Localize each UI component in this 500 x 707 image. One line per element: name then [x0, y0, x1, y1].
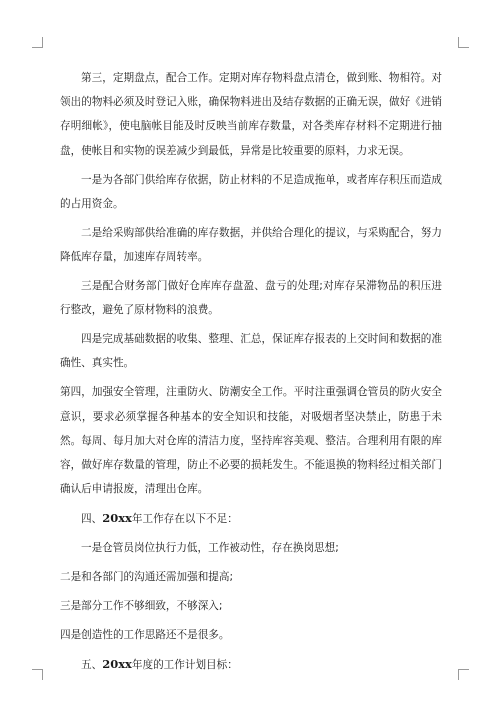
paragraph-item-one: 一是为各部门供给库存依据，防止材料的不足造成拖单，或者库存积压而造成的占用资金。	[60, 173, 442, 210]
paragraph-inventory-check: 第三，定期盘点，配合工作。定期对库存物料盘点清仓，做到账、物相符。对领出的物料必须及时登记入账，确保物料进出及结存数据的正确无误，做好《进销存明细帐》，使电脑帐目能及时反映当前库存数量，对各类库存材料不定期进行抽盘，使帐目和实物的误差减少到最低，异常是比较重要的原料，力求无误。	[60, 72, 442, 157]
heading-suffix: 年工作存在以下不足：	[131, 513, 238, 526]
heading-prefix: 五、	[81, 659, 103, 672]
crop-mark-top-left	[32, 37, 43, 48]
paragraph-shortcoming-two: 二是和各部门的沟通还需加强和提高;	[60, 571, 234, 584]
document-body	[60, 66, 442, 682]
heading-suffix: 年度的工作计划目标：	[131, 659, 238, 672]
paragraph-safety: 第四，加强安全管理，注重防火、防潮安全工作。平时注重强调仓管员的防火安全意识，要求必须掌握各种基本的安全知识和技能，对吸烟者坚决禁止，防患于未然。每周、每月加大对仓库的清洁力度，坚持库容美观、整洁。合理利用有限的库容，做好库存数量的管理，防止不必要的损耗发生。不能退换的物料经过相关部门确认后申请报废，清理出仓库。	[60, 386, 442, 496]
heading-shortcomings	[60, 506, 442, 531]
crop-mark-top-right	[458, 37, 469, 48]
paragraph-item-three: 三是配合财务部门做好仓库库存盘盈、盘亏的处理;对库存呆滞物品的积压进行整改，避免了原材物料的浪费。	[60, 280, 442, 317]
paragraph-shortcoming-three: 三是部分工作不够细致，不够深入;	[60, 600, 223, 613]
paragraph-item-two: 二是给采购部供给准确的库存数据，并供给合理化的提议，与采购配合，努力降低库存量，加速库存周转率。	[60, 226, 442, 264]
heading-prefix: 四、	[81, 513, 103, 526]
paragraph-shortcoming-one: 一是仓管员岗位执行力低，工作被动性，存在换岗思想;	[81, 542, 339, 555]
heading-year: 20xx	[102, 657, 132, 672]
heading-work-plan	[60, 652, 442, 677]
paragraph-item-four: 四是完成基础数据的收集、整理、汇总，保证库存报表的上交时间和数据的准确性、真实性。	[60, 333, 442, 370]
paragraph-shortcoming-four: 四是创造性的工作思路还不是很多。	[60, 629, 230, 642]
crop-mark-bottom-left	[32, 669, 43, 680]
heading-year: 20xx	[102, 511, 132, 526]
crop-mark-bottom-right	[458, 669, 469, 680]
